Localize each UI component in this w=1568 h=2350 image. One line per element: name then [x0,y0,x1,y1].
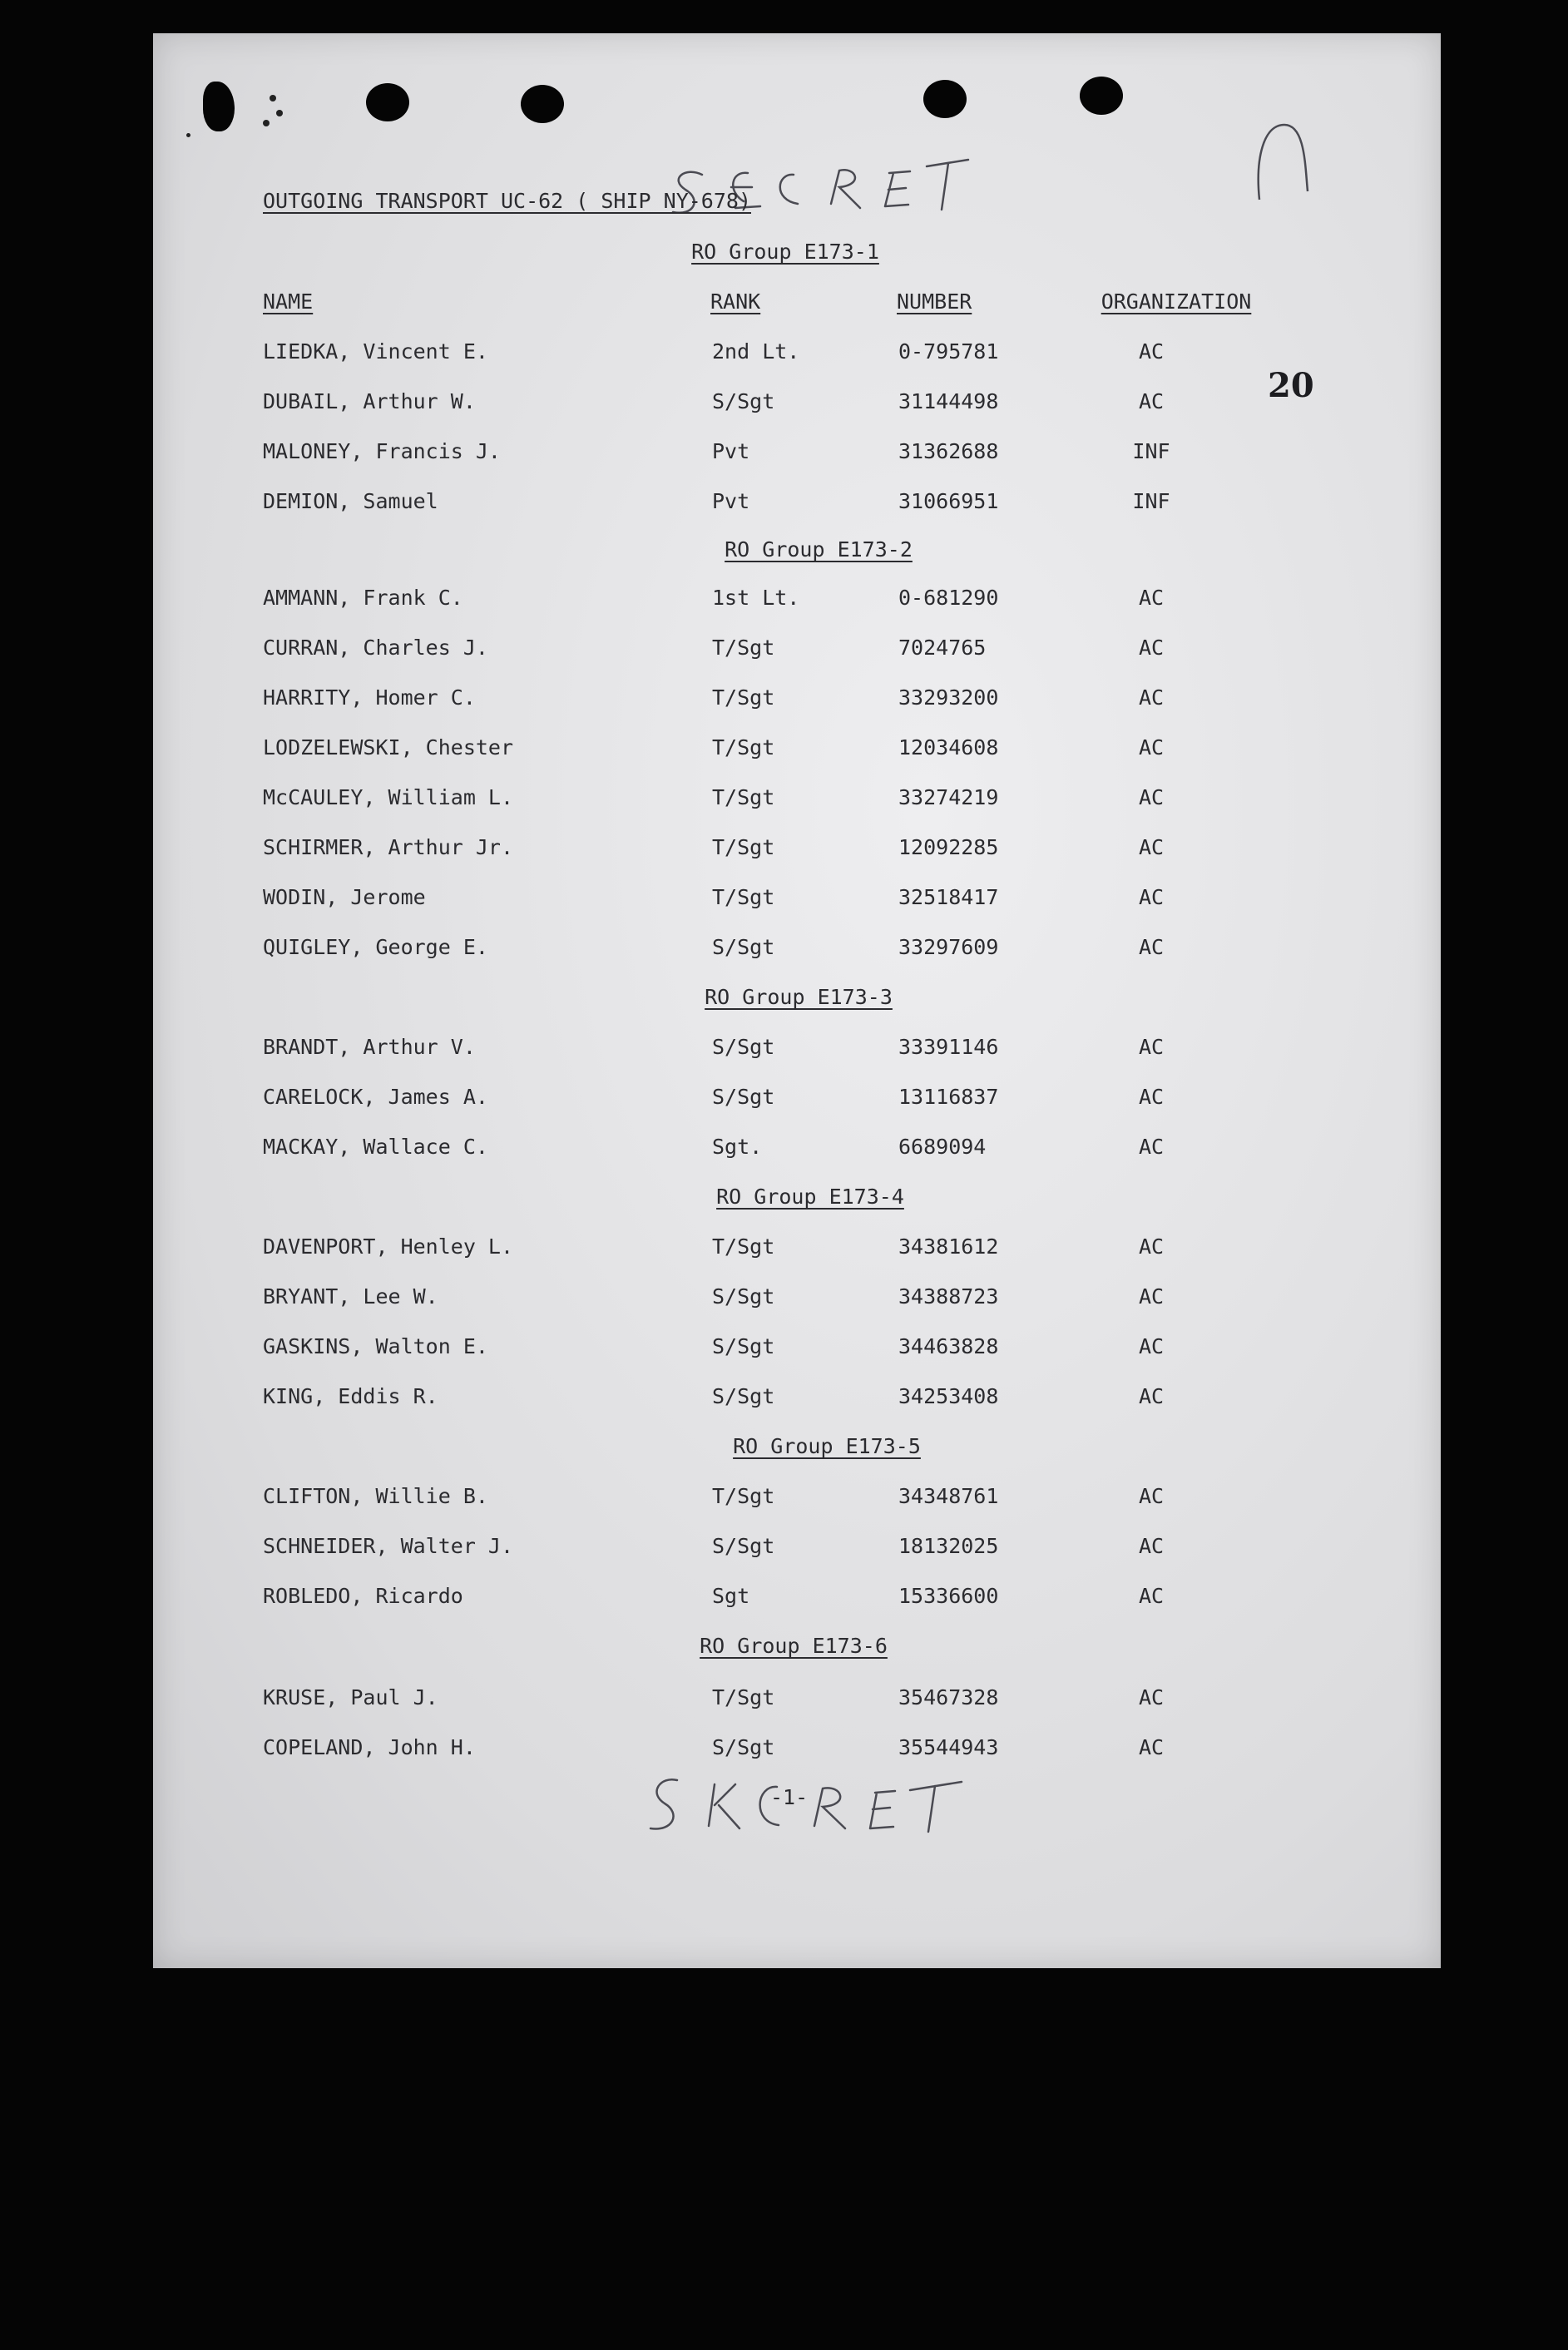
table-row [153,1484,1441,1517]
table-row [153,1384,1441,1417]
table-row [153,389,1441,423]
group-heading: RO Group E173-3 [705,985,893,1009]
cell-number: 7024765 [898,636,987,660]
cell-name: ROBLEDO, Ricardo [263,1584,463,1608]
footer-page-marker: -1- [770,1785,809,1809]
speck [263,120,270,126]
cell-name: BRYANT, Lee W. [263,1284,438,1309]
cell-number: 31066951 [898,489,999,513]
cell-name: CARELOCK, James A. [263,1085,488,1109]
cell-rank: T/Sgt [712,685,775,710]
cell-rank: S/Sgt [712,1284,775,1309]
cell-number: 33297609 [898,935,999,959]
cell-number: 35467328 [898,1685,999,1709]
cell-number: 35544943 [898,1735,999,1759]
cell-rank: T/Sgt [712,1234,775,1259]
table-row [153,1035,1441,1068]
cell-rank: 2nd Lt. [712,339,800,364]
cell-number: 31144498 [898,389,999,413]
cell-name: LODZELEWSKI, Chester [263,735,514,759]
cell-rank: Sgt [712,1584,750,1608]
punch-hole [203,82,235,131]
table-row [153,1584,1441,1617]
group-heading: RO Group E173-4 [716,1185,904,1209]
cell-name: McCAULEY, William L. [263,785,514,809]
cell-number: 12034608 [898,735,999,759]
cell-number: 15336600 [898,1584,999,1608]
column-header-organization: ORGANIZATION [1101,289,1252,314]
cell-name: SCHIRMER, Arthur Jr. [263,835,514,859]
cell-number: 34463828 [898,1334,999,1358]
cell-name: BRANDT, Arthur V. [263,1035,476,1059]
table-row [153,1234,1441,1268]
table-row [153,835,1441,868]
table-row [153,489,1441,522]
cell-rank: T/Sgt [712,636,775,660]
cell-rank: T/Sgt [712,885,775,909]
cell-number: 32518417 [898,885,999,909]
table-row [153,636,1441,669]
page-number: 20 [1268,366,1314,405]
cell-number: 0-681290 [898,586,999,610]
speck [270,95,276,101]
cell-organization: AC [1138,1534,1165,1558]
cell-organization: AC [1138,1284,1165,1309]
column-header-row [153,289,1441,323]
table-row [153,785,1441,819]
cell-name: MALONEY, Francis J. [263,439,501,463]
cell-organization: AC [1138,1234,1165,1259]
table-row [153,885,1441,918]
cell-rank: T/Sgt [712,735,775,759]
cell-organization: AC [1138,636,1165,660]
cell-organization: AC [1138,1135,1165,1159]
cell-organization: AC [1138,685,1165,710]
cell-organization: AC [1138,1685,1165,1709]
cell-rank: T/Sgt [712,785,775,809]
cell-name: DAVENPORT, Henley L. [263,1234,514,1259]
cell-number: 33293200 [898,685,999,710]
cell-name: KRUSE, Paul J. [263,1685,438,1709]
cell-name: WODIN, Jerome [263,885,426,909]
column-header-number: NUMBER [897,289,972,314]
cell-rank: S/Sgt [712,1035,775,1059]
cell-organization: AC [1138,1384,1165,1408]
table-row [153,339,1441,373]
cell-number: 34388723 [898,1284,999,1309]
cell-name: HARRITY, Homer C. [263,685,476,710]
cell-name: MACKAY, Wallace C. [263,1135,488,1159]
cell-rank: S/Sgt [712,935,775,959]
table-row [153,1135,1441,1168]
cell-rank: S/Sgt [712,1735,775,1759]
cell-organization: AC [1138,389,1165,413]
table-row [153,685,1441,719]
punch-hole [923,80,967,118]
group-heading: RO Group E173-5 [733,1434,921,1458]
cell-rank: Sgt. [712,1135,763,1159]
cell-rank: S/Sgt [712,389,775,413]
cell-name: KING, Eddis R. [263,1384,438,1408]
table-row [153,935,1441,968]
cell-organization: INF [1132,489,1170,513]
cell-organization: AC [1138,339,1165,364]
cell-organization: AC [1138,1735,1165,1759]
table-row [153,1284,1441,1318]
cell-number: 34381612 [898,1234,999,1259]
cell-organization: AC [1138,935,1165,959]
cell-rank: S/Sgt [712,1534,775,1558]
cell-number: 34253408 [898,1384,999,1408]
cell-number: 6689094 [898,1135,987,1159]
cell-number: 0-795781 [898,339,999,364]
handwritten-secret-bottom [636,1755,985,1855]
cell-name: CLIFTON, Willie B. [263,1484,488,1508]
handwritten-mark-corner [1234,108,1326,216]
group-heading: RO Group E173-2 [725,537,913,562]
punch-hole [1080,77,1123,115]
column-header-name: NAME [263,289,314,314]
cell-number: 31362688 [898,439,999,463]
cell-rank: Pvt [712,439,750,463]
cell-organization: AC [1138,785,1165,809]
cell-number: 12092285 [898,835,999,859]
cell-rank: S/Sgt [712,1384,775,1408]
cell-number: 18132025 [898,1534,999,1558]
cell-rank: T/Sgt [712,1685,775,1709]
table-row [153,439,1441,472]
cell-number: 33391146 [898,1035,999,1059]
group-heading: RO Group E173-1 [691,240,879,264]
cell-rank: 1st Lt. [712,586,800,610]
handwritten-secret-top [652,141,1002,233]
table-row [153,1334,1441,1368]
cell-organization: AC [1138,835,1165,859]
cell-rank: Pvt [712,489,750,513]
cell-name: LIEDKA, Vincent E. [263,339,488,364]
cell-organization: AC [1138,735,1165,759]
document-page [153,33,1441,1968]
group-heading: RO Group E173-6 [700,1634,888,1658]
punch-hole [366,83,409,121]
cell-name: DUBAIL, Arthur W. [263,389,476,413]
cell-organization: INF [1132,439,1170,463]
cell-name: SCHNEIDER, Walter J. [263,1534,514,1558]
table-row [153,586,1441,619]
cell-organization: AC [1138,1085,1165,1109]
speck [276,110,283,116]
cell-number: 33274219 [898,785,999,809]
cell-number: 13116837 [898,1085,999,1109]
cell-name: QUIGLEY, George E. [263,935,488,959]
speck [186,133,190,137]
cell-name: AMMANN, Frank C. [263,586,463,610]
cell-rank: S/Sgt [712,1334,775,1358]
cell-rank: T/Sgt [712,1484,775,1508]
cell-name: CURRAN, Charles J. [263,636,488,660]
cell-organization: AC [1138,586,1165,610]
cell-organization: AC [1138,1484,1165,1508]
cell-organization: AC [1138,1334,1165,1358]
cell-name: GASKINS, Walton E. [263,1334,488,1358]
table-row [153,735,1441,769]
cell-name: DEMION, Samuel [263,489,438,513]
cell-rank: T/Sgt [712,835,775,859]
cell-name: COPELAND, John H. [263,1735,476,1759]
cell-organization: AC [1138,1584,1165,1608]
table-row [153,1534,1441,1567]
column-header-rank: RANK [710,289,761,314]
punch-hole [521,85,564,123]
table-row [153,1685,1441,1719]
table-row [153,1085,1441,1118]
cell-organization: AC [1138,885,1165,909]
cell-number: 34348761 [898,1484,999,1508]
cell-rank: S/Sgt [712,1085,775,1109]
page-title: OUTGOING TRANSPORT UC-62 ( SHIP NY-678) [263,189,751,213]
cell-organization: AC [1138,1035,1165,1059]
